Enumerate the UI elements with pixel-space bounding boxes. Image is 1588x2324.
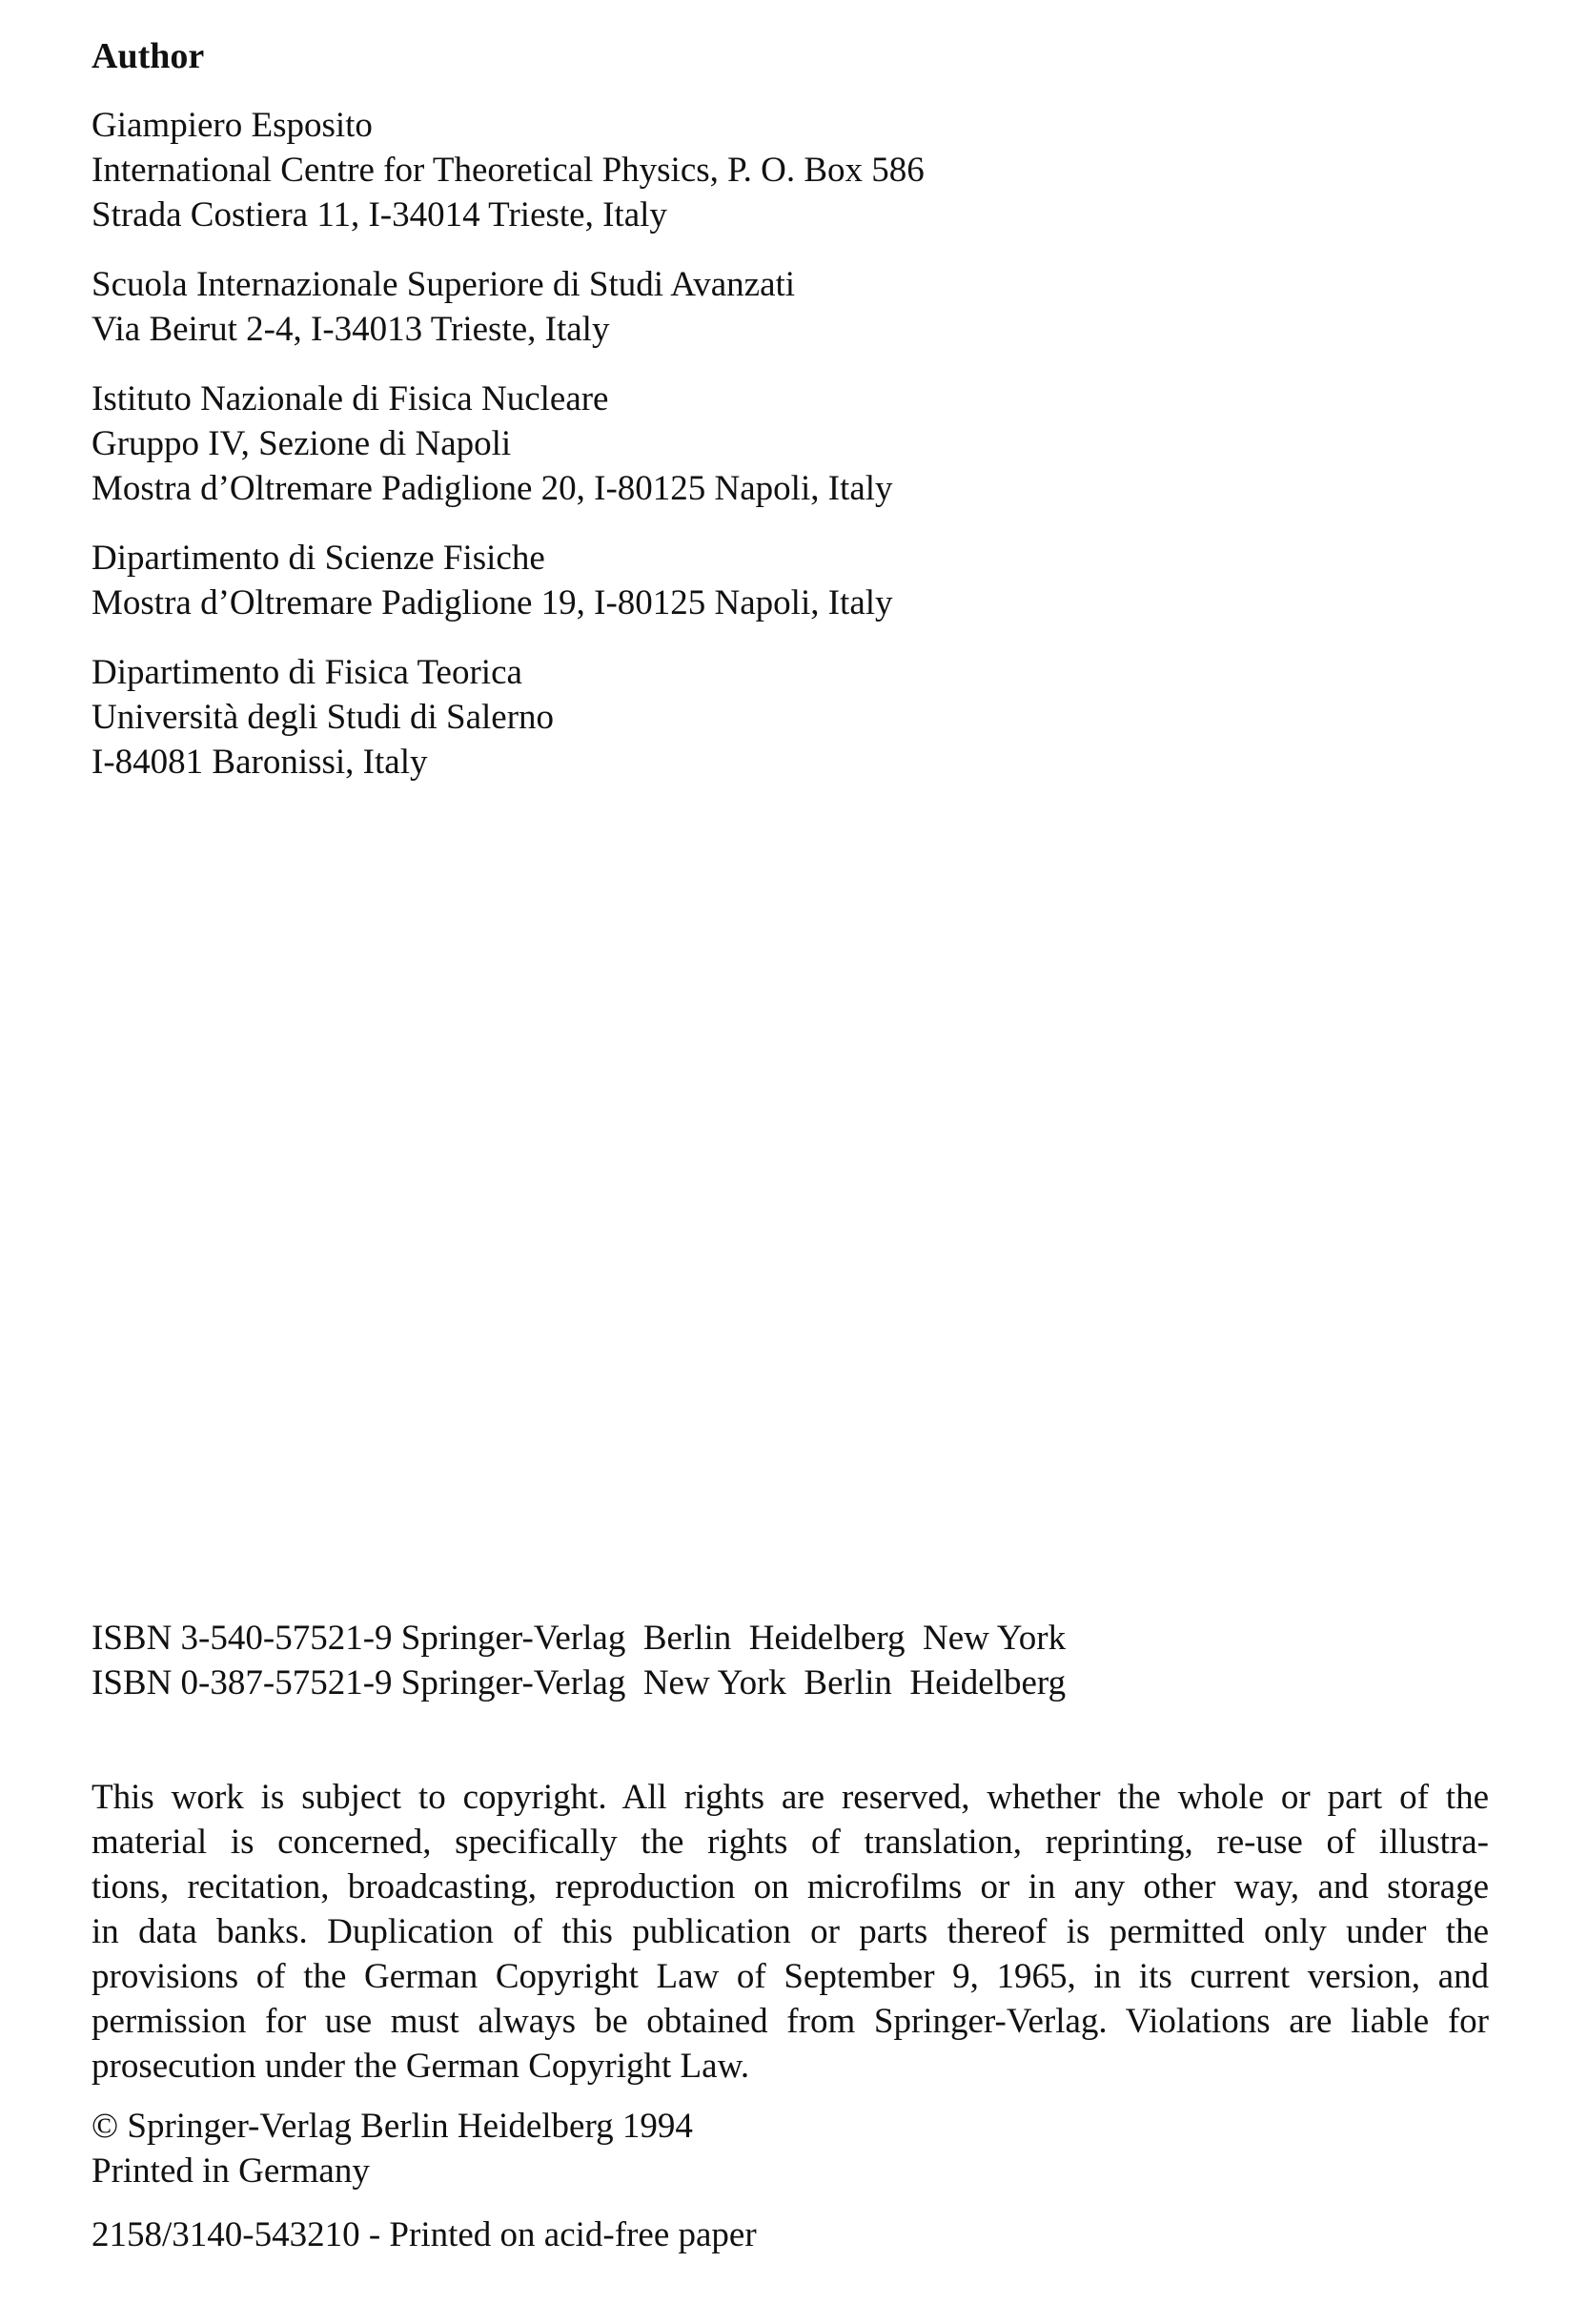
address-block-sissa (92, 262, 1426, 352)
address-block-salerno (92, 650, 1426, 785)
printed-in: Printed in Germany (92, 2151, 370, 2191)
address-line: I-84081 Baronissi, Italy (92, 743, 428, 782)
author-address-list (92, 103, 1426, 809)
copyright-line: in data banks. Duplication of this publication or parts thereof is permitted only under the (92, 1912, 1489, 1951)
address-line: Dipartimento di Fisica Teorica (92, 653, 522, 692)
copyright-line: prosecution under the German Copyright Law. (92, 2047, 750, 2086)
address-line: Gruppo IV, Sezione di Napoli (92, 424, 512, 463)
address-line: Via Beirut 2-4, I-34013 Trieste, Italy (92, 310, 610, 349)
address-block-infn (92, 377, 1426, 511)
publisher-copyright: © Springer-Verlag Berlin Heidelberg 1994 (92, 2107, 693, 2146)
imprint-block (92, 2104, 693, 2193)
isbn-block (92, 1616, 1426, 1705)
address-block-name-ictp (92, 103, 1426, 237)
address-line: International Centre for Theoretical Physics, P. O. Box 586 (92, 151, 925, 190)
address-line: Strada Costiera 11, I-34014 Trieste, Italy (92, 195, 667, 234)
copyright-line: material is concerned, specifically the rights of translation, reprinting, re-use of illustra- (92, 1823, 1489, 1862)
address-line: Mostra d’Oltremare Padiglione 19, I-80125 Napoli, Italy (92, 583, 893, 622)
copyright-line: tions, recitation, broadcasting, reproduction on microfilms or in any other way, and storage (92, 1867, 1489, 1906)
address-block-scienze-fisiche (92, 536, 1426, 625)
copyright-notice (92, 1775, 1489, 2089)
address-line: Dipartimento di Scienze Fisiche (92, 539, 545, 578)
copyright-line: permission for use must always be obtained from Springer-Verlag. Violations are liable for (92, 2002, 1489, 2041)
isbn-line: ISBN 0-387-57521-9 Springer-Verlag New York Berlin Heidelberg (92, 1663, 1067, 1702)
author-name: Giampiero Esposito (92, 106, 373, 145)
author-heading: Author (92, 36, 205, 76)
address-line: Università degli Studi di Salerno (92, 698, 555, 737)
print-code: 2158/3140-543210 - Printed on acid-free paper (92, 2215, 757, 2254)
address-line: Istituto Nazionale di Fisica Nucleare (92, 379, 609, 418)
copyright-line: This work is subject to copyright. All rights are reserved, whether the whole or part of the (92, 1778, 1489, 1817)
copyright-line: provisions of the German Copyright Law of September 9, 1965, in its current version, and (92, 1957, 1489, 1996)
isbn-line: ISBN 3-540-57521-9 Springer-Verlag Berlin Heidelberg New York (92, 1619, 1067, 1658)
address-line: Mostra d’Oltremare Padiglione 20, I-80125 Napoli, Italy (92, 469, 893, 508)
address-line: Scuola Internazionale Superiore di Studi Avanzati (92, 265, 796, 304)
